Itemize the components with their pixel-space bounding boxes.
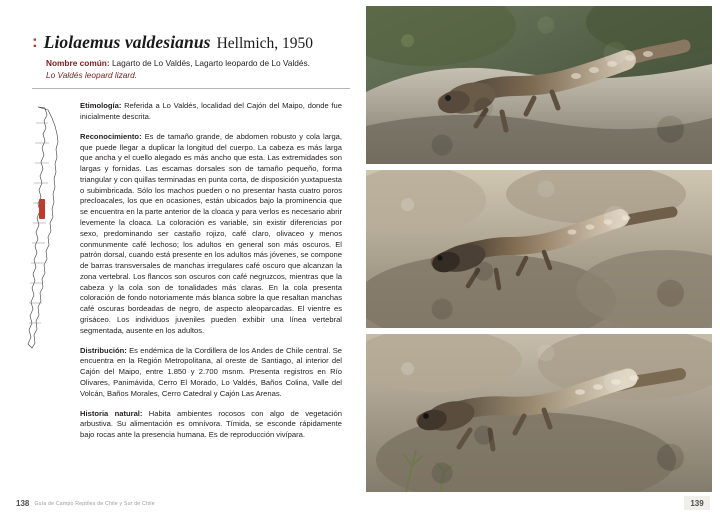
page-number-right: 139 xyxy=(690,498,704,508)
section-body: Habita ambientes rocosos con algo de vegetación arbustiva. Su alimentación es omnívora. Tímida, se esconde rápidamente bajo rocas ante la presencia humana. Es de reproducción vivípara. xyxy=(80,408,342,440)
section-body: Es endémica de la Cordillera de los Andes de Chile central. Se encuentra en la Región Metropolitana, al oreste de Santiago, al interior del Cajón del Maipo, entre 1.850 y 2.700 msnm. Presenta registros en Río Olivares, Panimávida, Cerro El Morado, Lo Valdés, Baños Colina, Valle del Volcán, Baños Morales, Cerro Catedral y Cajón Las Arenas. xyxy=(80,345,342,398)
photo-lizard-1 xyxy=(366,6,712,164)
section-distribucion xyxy=(80,346,342,400)
section-reconocimiento xyxy=(80,132,342,337)
chile-map-icon xyxy=(22,103,66,351)
scientific-name: Liolaemus valdesianus xyxy=(43,32,211,52)
section-heading: Historia natural: xyxy=(80,408,143,418)
left-folio xyxy=(16,499,155,508)
section-heading: Reconocimiento: xyxy=(80,131,142,141)
right-folio xyxy=(684,496,710,510)
bullet-marker-icon: : xyxy=(32,32,38,51)
species-title xyxy=(32,32,344,53)
text-column xyxy=(80,101,342,450)
running-head-left: Guía de Campo Reptiles de Chile y Sur de Chile xyxy=(34,500,155,507)
author-year: Hellmich, 1950 xyxy=(216,35,314,52)
title-block xyxy=(32,32,344,89)
section-body: Es de tamaño grande, de abdomen robusto y cola larga, que puede llegar a duplicar la longitud del cuerpo. La cabeza es más larga que ancha y el cuello alegado es más ancho que esta. Las extremidades son largas y fornidas. Las escamas dorsales son de tamaño pequeño, forma triangular y con quillas terminadas en punta corta, de disposición yuxtapuesta o subimbricada. Sólo los machos pueden o no presentar hasta cuatro poros precloacales, los que en ocasiones, están ubicados bajo la prominencia que se encuentra en la parte anterior de la cloaca y para verlos es necesario abrir levemente la cloaca. La coloración es variable, sin existir diferencias por sexo, predominando ser castaño rojizo, café claro, olivaceo y menos conmunmente café lechoso; los adultos en general son más oscuros. El patrón dorsal, cuando está presente en los adultos más jóvenes, se compone de barras transversales de manchas irregulares café oscuro que alcanzan la zona vertebral. Los flancos son oscuros con café negruzcos, mientras que la cabeza y la cola son de tonalidades más claras. En la cola presenta coloración de fondo notoriamente más blanca sobre la que resaltan manchas café oscuras bordeadas de negro, de aspecto aleoparcadas. El vientre es grisáceo. Los individuos juveniles pueden exhibir una línea vertebral segmentada, ausente en los adultos. xyxy=(80,131,342,335)
common-name-label: Nombre común: xyxy=(46,58,110,68)
right-page xyxy=(360,0,720,520)
section-historia-natural xyxy=(80,409,342,441)
content-area xyxy=(22,101,344,450)
map-column xyxy=(22,101,70,450)
photo-lizard-3 xyxy=(366,334,712,492)
page-number-left: 138 xyxy=(16,499,30,508)
section-heading: Etimología: xyxy=(80,101,122,111)
section-heading: Distribución: xyxy=(80,345,127,355)
section-body: Referida a Lo Valdés, localidad del Cajón del Maipo, donde fue inicialmente descrita. xyxy=(80,101,342,121)
title-divider xyxy=(32,88,350,89)
common-name-value: Lagarto de Lo Valdés, Lagarto leopardo de Lo Valdés. xyxy=(111,58,310,68)
photo-lizard-2 xyxy=(366,170,712,328)
photo-stack xyxy=(366,6,712,492)
section-etimologia xyxy=(80,101,342,123)
distribution-map xyxy=(22,103,66,351)
common-name-row xyxy=(46,58,344,69)
english-name: Lo Valdés leopard lizard. xyxy=(46,70,138,81)
